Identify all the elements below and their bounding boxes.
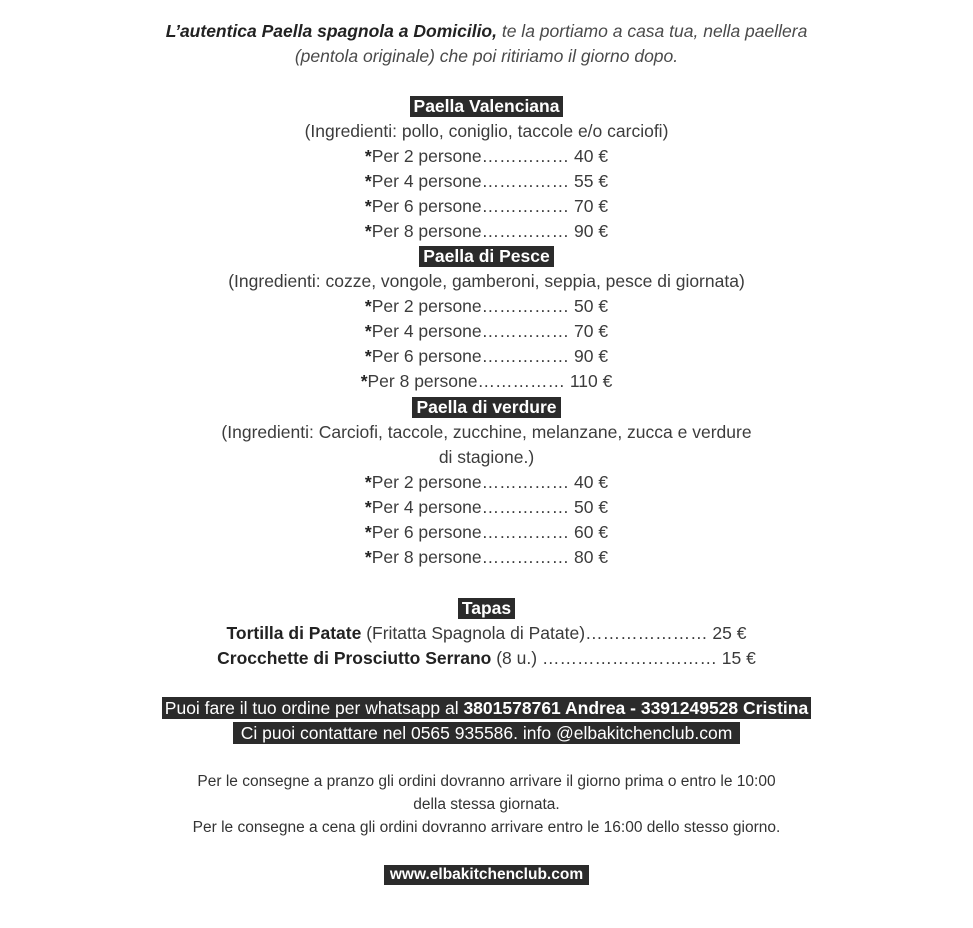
contact-line-1 — [0, 697, 973, 719]
price-row: *Per 4 persone…………… 50 € — [364, 497, 609, 517]
intro-rest: te la portiamo a casa tua, nella paellera — [496, 21, 808, 41]
section-title-pesce: Paella di Pesce — [419, 246, 553, 267]
tapas-item: Crocchette di Prosciutto Serrano (8 u.) ………………………… 15 € — [217, 648, 756, 668]
contact-whatsapp[interactable]: Puoi fare il tuo ordine per whatsapp al 3801578761 Andrea - 3391249528 Cristina — [162, 697, 811, 719]
intro-line-2: (pentola originale) che poi ritiriamo il giorno dopo. — [294, 46, 679, 66]
section-title-verdure-row — [0, 396, 973, 418]
section-title-tapas-row — [0, 597, 973, 619]
section-title-valenciana: Paella Valenciana — [410, 96, 564, 117]
note-line-3: Per le consegne a cena gli ordini dovranno arrivare entro le 16:00 dello stesso giorno. — [192, 819, 781, 836]
price-row: *Per 8 persone…………… 90 € — [364, 221, 609, 241]
section-title-pesce-row — [0, 245, 973, 267]
note-line-1: Per le consegne a pranzo gli ordini dovranno arrivare il giorno prima o entro le 10:00 — [197, 773, 776, 790]
website-link[interactable]: www.elbakitchenclub.com — [384, 865, 589, 885]
price-row: *Per 2 persone…………… 40 € — [364, 472, 609, 492]
price-row: *Per 8 persone…………… 110 € — [360, 371, 613, 391]
price-row: *Per 4 persone…………… 55 € — [364, 171, 609, 191]
contact-phone-email[interactable]: Ci puoi contattare nel 0565 935586. info @elbakitchenclub.com — [233, 722, 741, 744]
price-row: *Per 4 persone…………… 70 € — [364, 321, 609, 341]
price-row: *Per 6 persone…………… 90 € — [364, 346, 609, 366]
price-row: *Per 6 persone…………… 60 € — [364, 522, 609, 542]
price-row: *Per 2 persone…………… 50 € — [364, 296, 609, 316]
section-title-verdure: Paella di verdure — [412, 397, 560, 418]
ingredients-pesce: (Ingredienti: cozze, vongole, gamberoni, seppia, pesce di giornata) — [228, 271, 745, 291]
price-row: *Per 8 persone…………… 80 € — [364, 547, 609, 567]
tapas-item: Tortilla di Patate (Fritatta Spagnola di Patate)………………… 25 € — [226, 623, 747, 643]
intro-bold: L’autentica Paella spagnola a Domicilio, — [165, 21, 497, 41]
note-line-2: della stessa giornata. — [413, 796, 560, 813]
price-row: *Per 2 persone…………… 40 € — [364, 146, 609, 166]
intro-line-1 — [0, 20, 973, 42]
price-row: *Per 6 persone…………… 70 € — [364, 196, 609, 216]
section-title-valenciana-row — [0, 95, 973, 117]
ingredients-verdure-1: (Ingredienti: Carciofi, taccole, zucchine, melanzane, zucca e verdure — [221, 422, 752, 442]
ingredients-valenciana: (Ingredienti: pollo, coniglio, taccole e/o carciofi) — [304, 121, 669, 141]
section-title-tapas: Tapas — [458, 598, 515, 619]
website-row — [0, 862, 973, 885]
ingredients-verdure-2: di stagione.) — [438, 447, 535, 467]
contact-line-2 — [0, 722, 973, 744]
